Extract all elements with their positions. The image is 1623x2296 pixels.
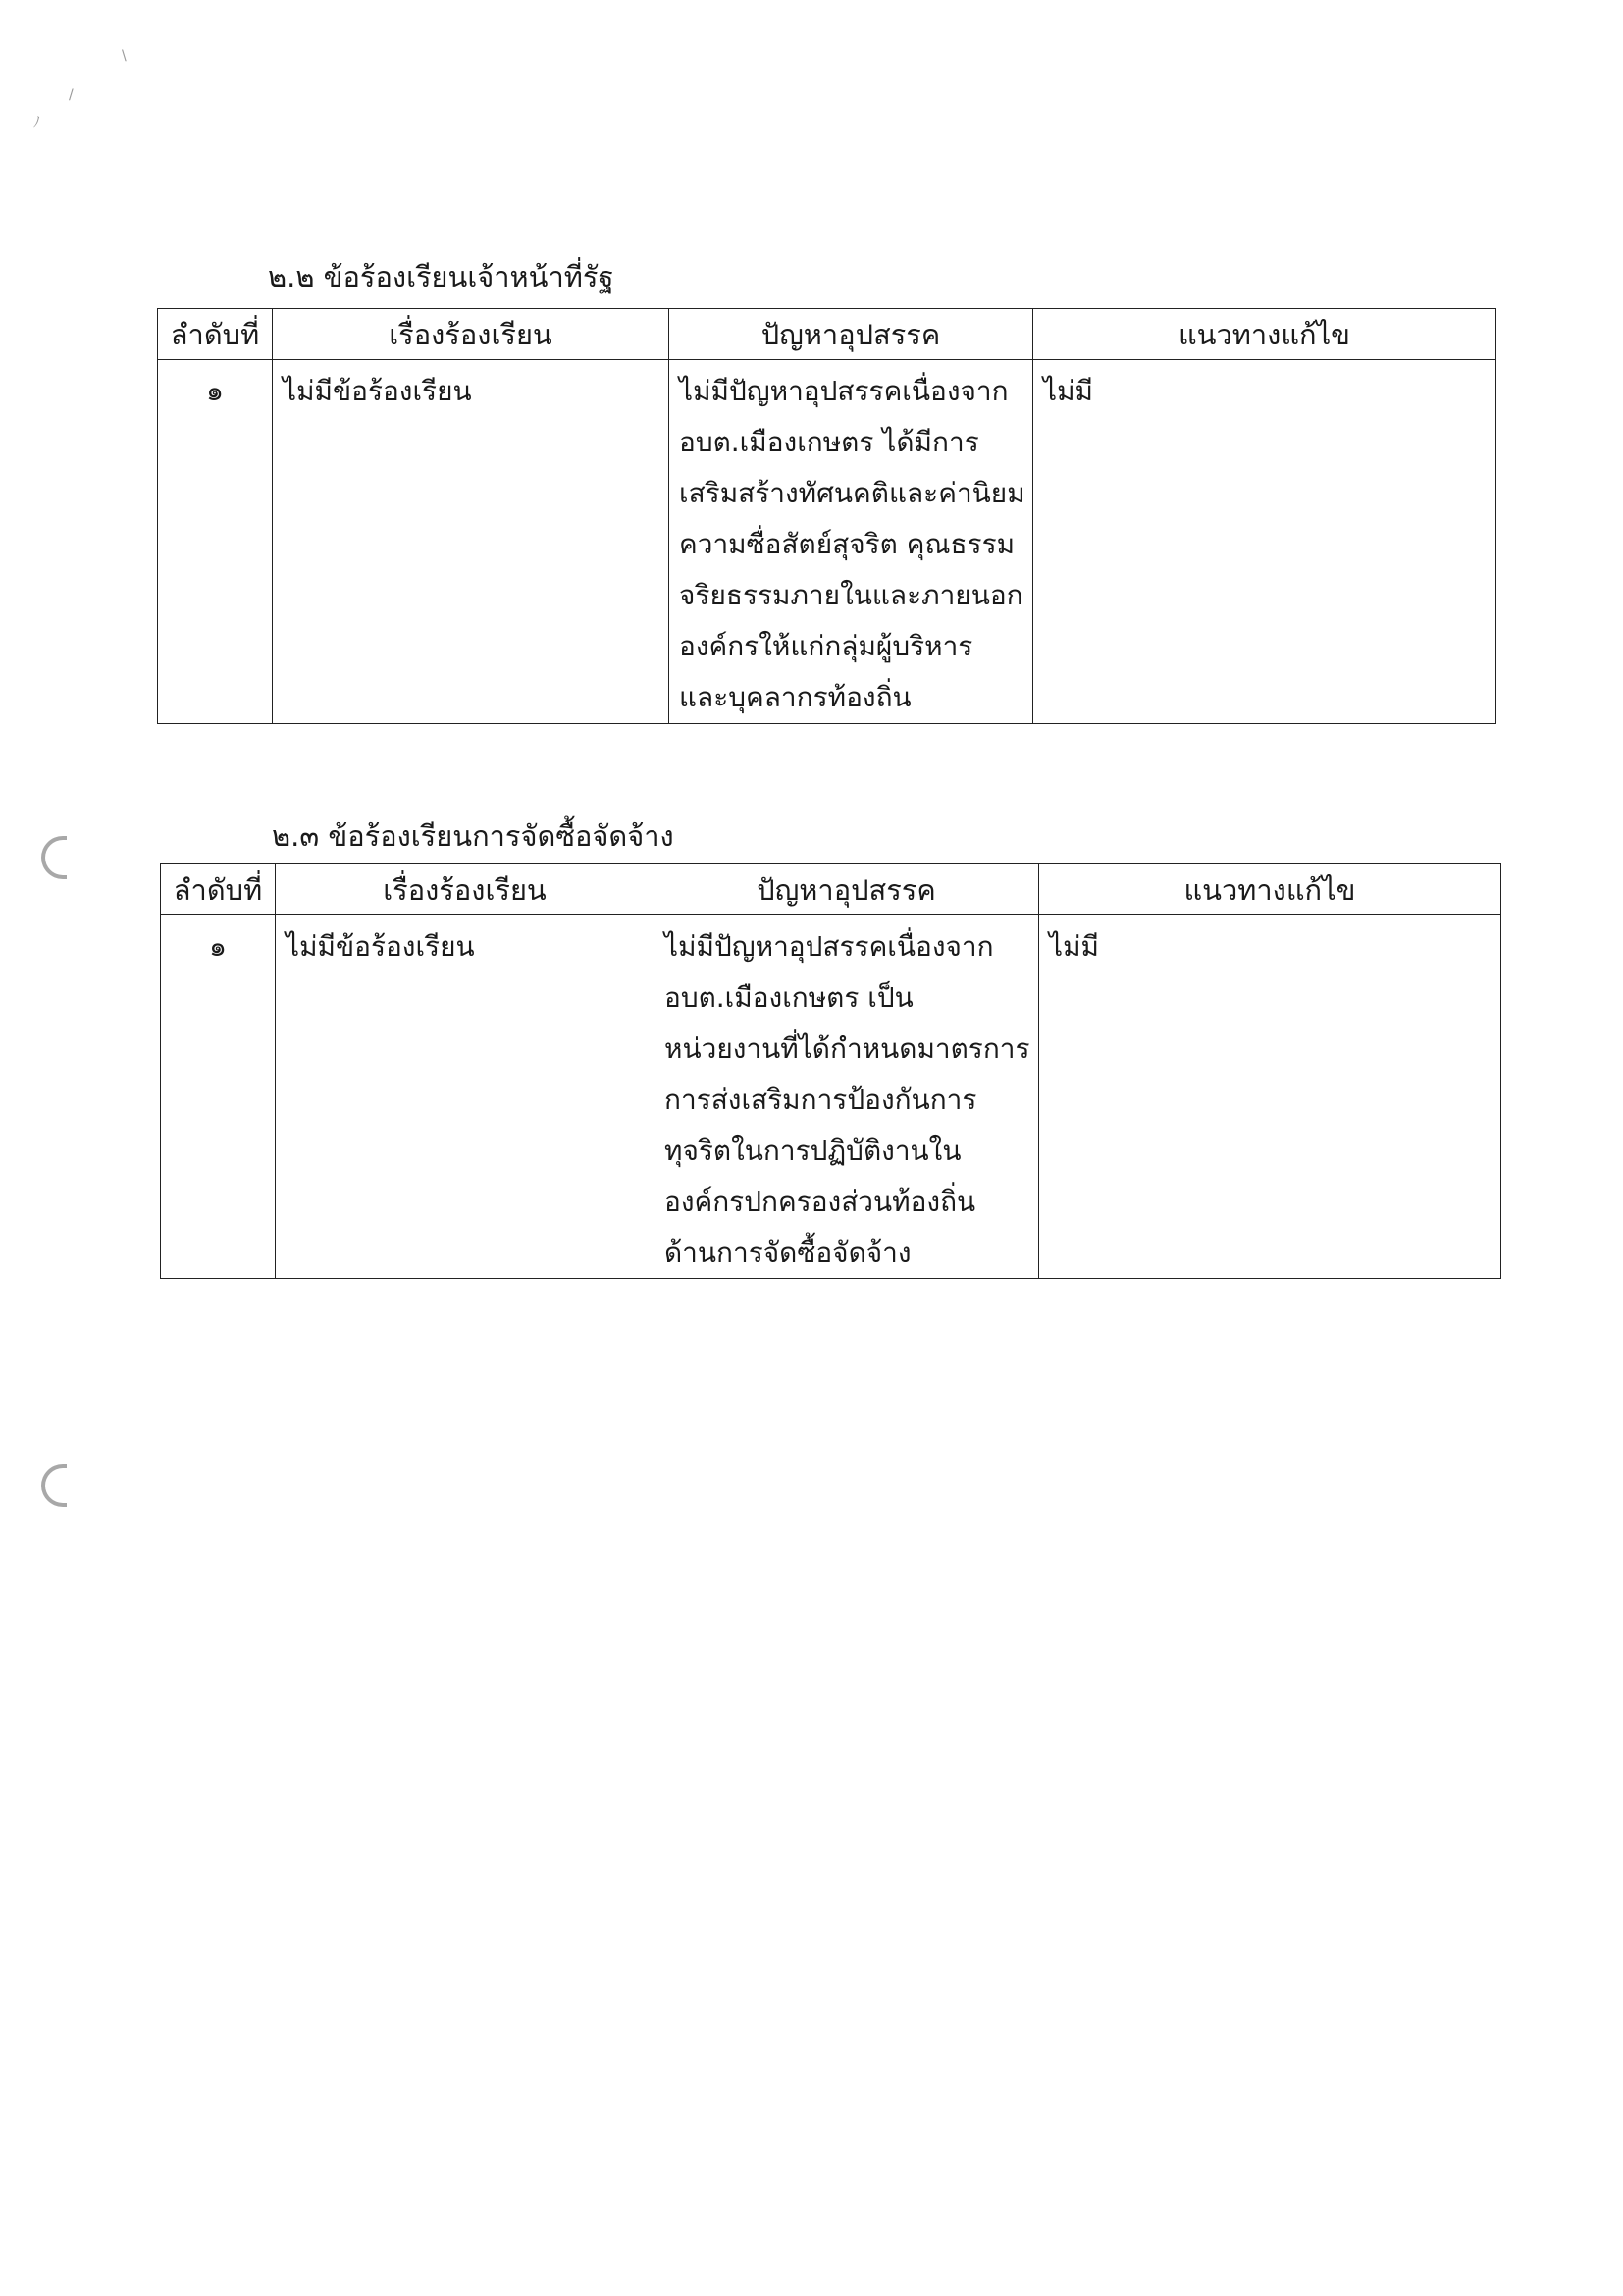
- complaints-table: [160, 863, 1501, 1279]
- header-problem: ปัญหาอุปสรรค: [654, 864, 1039, 915]
- cell-no: ๑: [161, 915, 276, 1279]
- section-title: ๒.๒ ข้อร้องเรียนเจ้าหน้าที่รัฐ: [268, 260, 614, 293]
- cell-problem: [654, 915, 1039, 1279]
- scan-speck: /: [69, 87, 74, 103]
- section-title: ๒.๓ ข้อร้องเรียนการจัดซื้อจัดจ้าง: [272, 819, 674, 853]
- header-no: ลำดับที่: [161, 864, 276, 915]
- binder-hole: [41, 1464, 67, 1507]
- problem-line: องค์กรปกครองส่วนท้องถิ่น: [664, 1185, 976, 1218]
- cell-no: ๑: [158, 360, 273, 724]
- header-solution: แนวทางแก้ไข: [1033, 309, 1496, 360]
- cell-solution: ไม่มี: [1033, 360, 1496, 724]
- binder-hole: [41, 836, 67, 879]
- problem-line: อบต.เมืองเกษตร เป็น: [664, 981, 914, 1014]
- cell-problem: [669, 360, 1033, 724]
- problem-line: การส่งเสริมการป้องกันการ: [664, 1083, 977, 1116]
- complaints-table: [157, 308, 1496, 724]
- table-row: [161, 915, 1501, 1279]
- problem-line: หน่วยงานที่ได้กำหนดมาตรการ: [664, 1032, 1030, 1065]
- header-subject: เรื่องร้องเรียน: [273, 309, 669, 360]
- cell-subject: ไม่มีข้อร้องเรียน: [273, 360, 669, 724]
- header-subject: เรื่องร้องเรียน: [276, 864, 654, 915]
- problem-line: ไม่มีปัญหาอุปสรรคเนื่องจาก: [664, 930, 994, 963]
- problem-line: ทุจริตในการปฏิบัติงานใน: [664, 1134, 962, 1167]
- problem-line: ไม่มีปัญหาอุปสรรคเนื่องจาก: [679, 375, 1009, 407]
- problem-line: อบต.เมืองเกษตร ได้มีการ: [679, 426, 979, 458]
- problem-line: เสริมสร้างทัศนคติและค่านิยม: [679, 477, 1025, 509]
- cell-subject: ไม่มีข้อร้องเรียน: [276, 915, 654, 1279]
- scan-speck: ﾉ: [33, 115, 40, 130]
- table-header-row: [158, 309, 1496, 360]
- problem-line: จริยธรรมภายในและภายนอก: [679, 579, 1023, 611]
- problem-line: และบุคลากรท้องถิ่น: [679, 681, 912, 713]
- header-no: ลำดับที่: [158, 309, 273, 360]
- problem-line: ความซื่อสัตย์สุจริต คุณธรรม: [679, 528, 1016, 560]
- header-problem: ปัญหาอุปสรรค: [669, 309, 1033, 360]
- cell-solution: ไม่มี: [1039, 915, 1501, 1279]
- header-solution: แนวทางแก้ไข: [1039, 864, 1501, 915]
- problem-line: ด้านการจัดซื้อจัดจ้าง: [664, 1236, 912, 1269]
- scan-speck: \: [122, 48, 127, 64]
- table-row: [158, 360, 1496, 724]
- table-header-row: [161, 864, 1501, 915]
- problem-line: องค์กรให้แก่กลุ่มผู้บริหาร: [679, 630, 973, 662]
